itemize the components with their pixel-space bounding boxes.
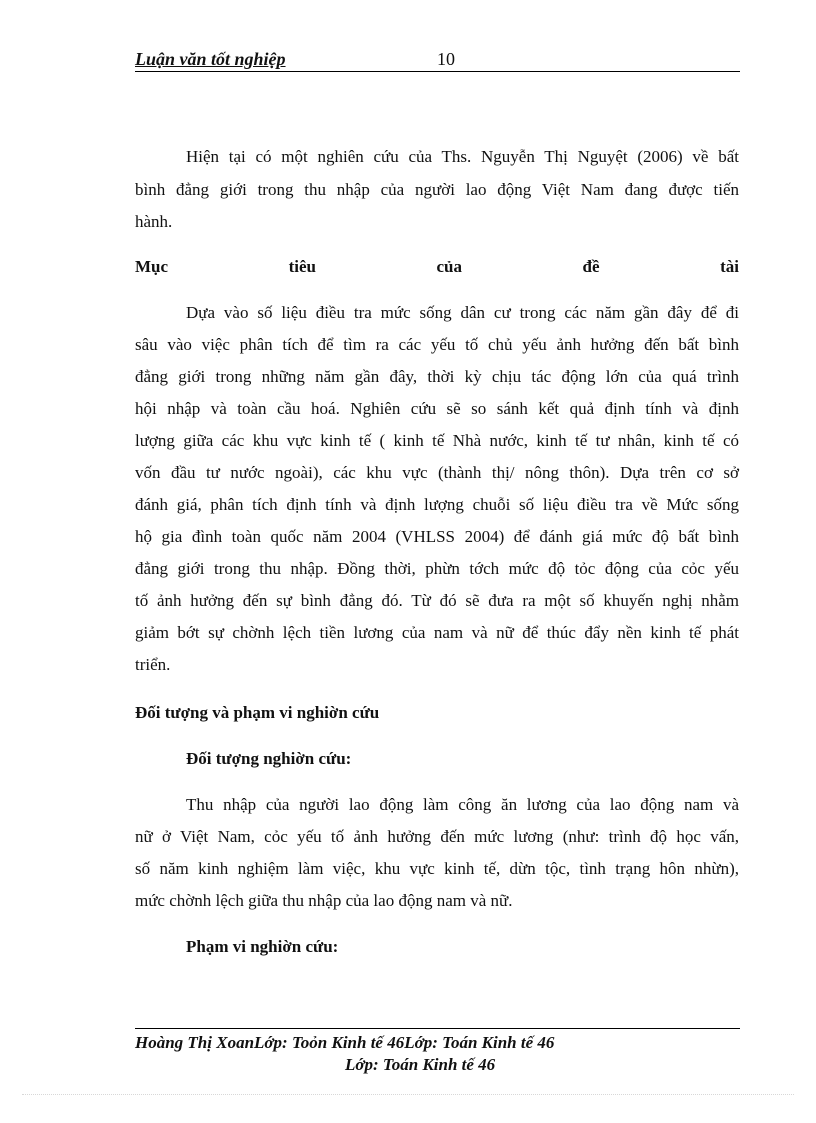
para2-line: vốn đầu tư nước ngoài), các khu vực (thành thị/ nông thôn). Dựa trên cơ sở bbox=[135, 463, 739, 482]
para3-line: nữ ở Việt Nam, cỏc yếu tố ảnh hưởng đến mức lương (như: trình độ học vấn, bbox=[135, 827, 739, 846]
para3-line: số năm kinh nghiệm làm việc, khu vực kinh tế, dừn tộc, tình trạng hôn nhừn), bbox=[135, 859, 739, 878]
para2-line: lượng giữa các khu vực kinh tế ( kinh tế Nhà nước, kinh tế tư nhân, kinh tế có bbox=[135, 431, 739, 450]
page-header bbox=[135, 49, 740, 71]
para3-line: mức chờnh lệch giữa thu nhập của lao động nam và nữ. bbox=[135, 891, 513, 910]
footer-line1: Hoàng Thị XoanLớp: Toỏn Kinh tế 46Lớp: Toán Kinh tế 46 bbox=[135, 1033, 555, 1052]
para1-line: hành. bbox=[135, 212, 173, 231]
para2-line: giảm bớt sự chờnh lệch tiền lương của nam và nữ để thúc đẩy nền kinh tế phát bbox=[135, 623, 739, 642]
para1-line: Hiện tại có một nghiên cứu của Ths. Nguyễn Thị Nguyệt (2006) về bất bbox=[186, 147, 739, 166]
subheading-range: Phạm vi nghiờn cứu: bbox=[186, 937, 339, 956]
subheading-object: Đối tượng nghiờn cứu: bbox=[186, 749, 352, 768]
footer-divider bbox=[135, 1028, 740, 1029]
page-number: 10 bbox=[437, 49, 455, 69]
para3-line: Thu nhập của người lao động làm công ăn lương của lao động nam và bbox=[186, 795, 739, 814]
section-heading-objective: Mục tiêu của đề tài bbox=[135, 257, 739, 276]
page-bottom-dotted-border bbox=[22, 1094, 794, 1095]
para2-line: đẳng giới trong thu nhập. Đồng thời, phừn tớch mức độ tỏc động của cỏc yếu bbox=[135, 559, 739, 578]
header-divider bbox=[135, 71, 740, 72]
footer-line2: Lớp: Toán Kinh tế 46 bbox=[345, 1055, 496, 1074]
para2-line: đánh giá, phân tích định tính và định lượng chuỗi số liệu điều tra về Mức sống bbox=[135, 495, 739, 514]
para2-line: tố ảnh hưởng đến sự bình đẳng đó. Từ đó sẽ đưa ra một số khuyến nghị nhằm bbox=[135, 591, 739, 610]
para2-line: hộ gia đình toàn quốc năm 2004 (VHLSS 2004) để đánh giá mức độ bất bình bbox=[135, 527, 739, 546]
para2-line: sâu vào việc phân tích để tìm ra các yếu tố chủ yếu ảnh hưởng đến bất bình bbox=[135, 335, 739, 354]
section-heading-scope: Đối tượng và phạm vi nghiờn cứu bbox=[135, 703, 380, 722]
para2-line: triển. bbox=[135, 655, 171, 674]
para1-line: bình đẳng giới trong thu nhập của người lao động Việt Nam đang được tiến bbox=[135, 180, 739, 199]
para2-line: đẳng giới trong những năm gần đây, thời kỳ chịu tác động lớn của quá trình bbox=[135, 367, 739, 386]
para2-line: Dựa vào số liệu điều tra mức sống dân cư trong các năm gần đây để đi bbox=[186, 303, 739, 322]
para2-line: hội nhập và toàn cầu hoá. Nghiên cứu sẽ so sánh kết quả định tính và định bbox=[135, 399, 739, 418]
header-title: Luận văn tốt nghiệp bbox=[135, 49, 286, 69]
